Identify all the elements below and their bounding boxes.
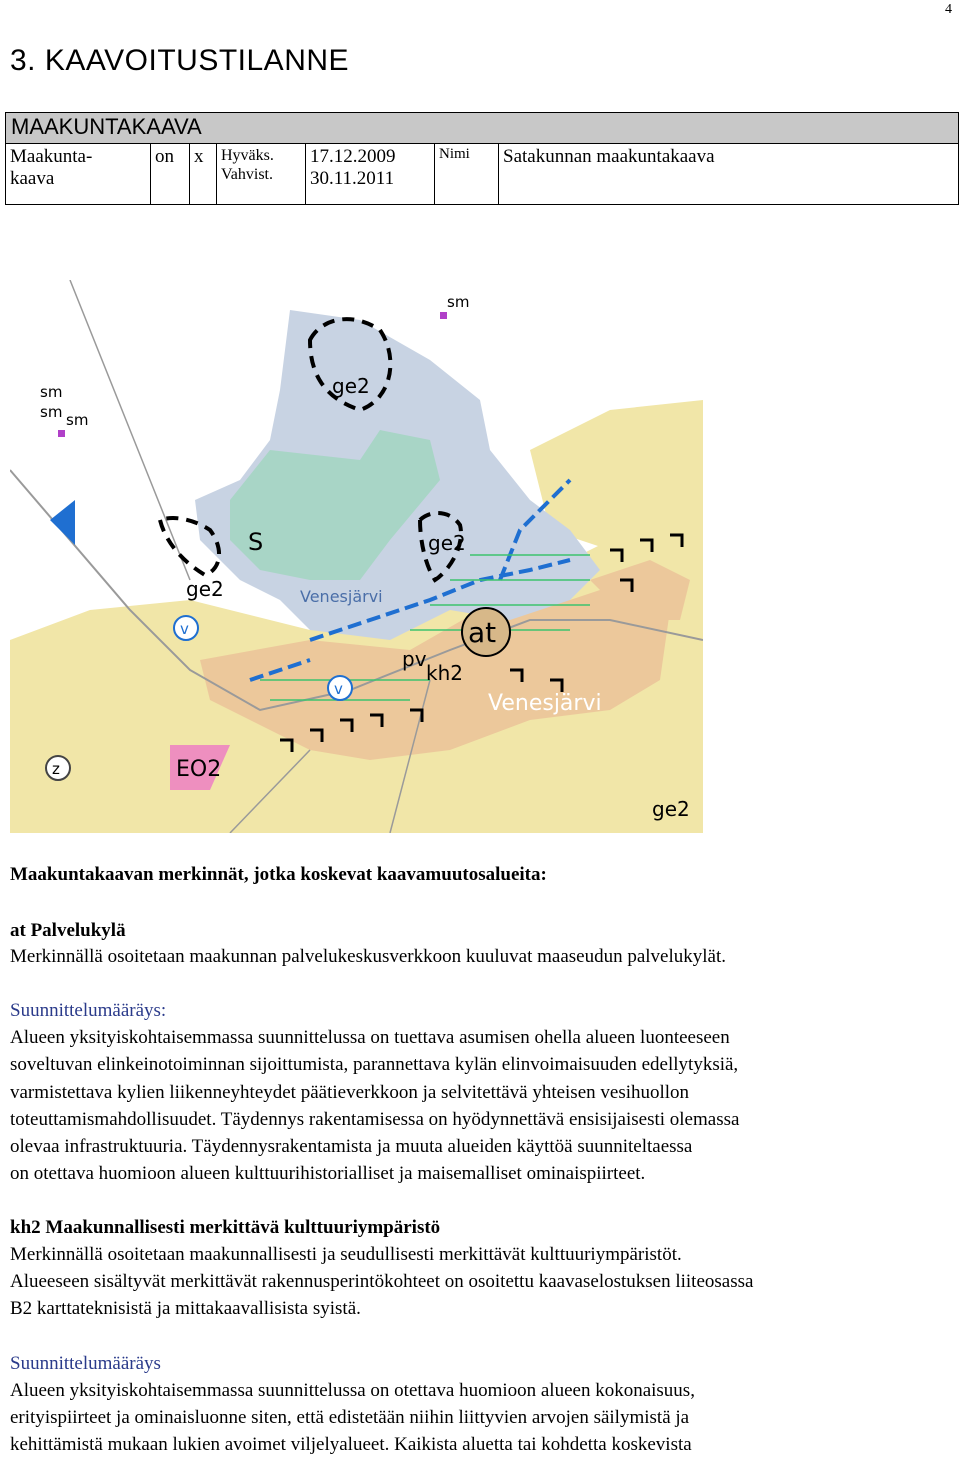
plan-status-table [5, 112, 959, 205]
at-description: Merkinnällä osoitetaan maakunnan palvelukeskusverkkoon kuuluvat maaseudun palvelukylät. [10, 946, 726, 967]
status-approved: Hyväks. [221, 147, 274, 164]
date-confirmed: 30.11.2011 [310, 168, 395, 189]
at-regulation-label: Suunnittelumääräys: [10, 1000, 167, 1021]
regional-plan-map [10, 280, 703, 833]
name-value: Satakunnan maakuntakaava [499, 144, 959, 205]
map-label-lake: Venesjärvi [300, 587, 383, 606]
map-label-ge2-b: ge2 [428, 531, 466, 555]
map-label-pv: pv [402, 647, 427, 671]
x-cell: x [190, 144, 217, 205]
status-confirmed: Vahvist. [221, 166, 273, 183]
kh2-regulation-line-2: erityispiirteet ja ominaisluonne siten, että edistetään niihin liittyvien arvojen säilymistä ja [10, 1407, 690, 1428]
dates-cell [306, 144, 435, 205]
plan-type-line2: kaava [10, 168, 55, 189]
page-number: 4 [945, 2, 952, 17]
kh2-regulation-line-1: Alueen yksityiskohtaisemmassa suunnittelussa on otettava huomioon alueen kokonaisuus, [10, 1380, 695, 1401]
at-regulation-line-2: soveltuvan elinkeinotoiminnan sijoittumista, parannettava kylän elinvoimaisuuden edellytyksiä, [10, 1054, 739, 1075]
map-label-z: z [52, 760, 60, 778]
map-label-v2: v [334, 680, 343, 698]
plan-type-cell [6, 144, 151, 205]
kh2-title: kh2 Maakunnallisesti merkittävä kulttuuriympäristö [10, 1217, 441, 1238]
at-regulation-line-4: toteuttamismahdollisuudet. Täydennys rakentamisessa on hyödynnettävä ensisijaisesti olemassa [10, 1109, 740, 1130]
date-approved: 17.12.2009 [310, 146, 396, 167]
plan-type-line1: Maakunta- [10, 146, 93, 167]
map-label-s: S [248, 528, 264, 556]
on-cell: on [151, 144, 190, 205]
map-label-v1: v [180, 620, 189, 638]
kh2-regulation-label: Suunnittelumääräys [10, 1353, 161, 1374]
map-label-ge2-d: ge2 [652, 797, 690, 821]
map-label-eo2: EO2 [176, 757, 222, 782]
at-regulation-line-1: Alueen yksityiskohtaisemmassa suunnittelussa on tuettava asumisen ohella alueen luonteeseen [10, 1027, 730, 1048]
map-label-sm2: sm [40, 383, 63, 401]
sm-marker-2 [58, 430, 65, 437]
sm-marker-1 [440, 312, 447, 319]
kh2-line-2: Alueeseen sisältyvät merkittävät rakennusperintökohteet on osoitettu kaavaselostuksen liiteosassa [10, 1271, 754, 1292]
kh2-line-3: B2 karttateknisistä ja mittakaavallisista syistä. [10, 1298, 361, 1319]
name-label: Nimi [435, 144, 499, 205]
map-label-village: Venesjärvi [488, 691, 602, 716]
section-title: 3. KAAVOITUSTILANNE [10, 44, 350, 77]
map-label-ge2-a: ge2 [332, 374, 370, 398]
kh2-line-1: Merkinnällä osoitetaan maakunnallisesti ja seudullisesti merkittävät kulttuuriympäristöt. [10, 1244, 682, 1265]
at-title: at Palvelukylä [10, 920, 126, 941]
at-regulation-line-3: varmistettava kylien liikenneyhteydet päätieverkkoon ja selvitettävä yhteisen vesihuollon [10, 1082, 690, 1103]
map-label-ge2-c: ge2 [186, 577, 224, 601]
map-label-kh2: kh2 [426, 661, 463, 685]
map-label-sm1: sm [447, 293, 470, 311]
table-header: MAAKUNTAKAAVA [6, 113, 959, 144]
map-label-sm3: sm [40, 403, 63, 421]
map-label-sm4: sm [66, 411, 89, 429]
status-cell [217, 144, 306, 205]
at-regulation-line-5: olevaa infrastruktuuria. Täydennysrakentamista ja muuta alueiden käyttöä suunniteltaessa [10, 1136, 693, 1157]
map-label-at: at [468, 616, 497, 649]
kh2-regulation-line-3: kehittämistä mukaan lukien avoimet viljelyalueet. Kaikista aluetta tai kohdetta koskevista [10, 1434, 692, 1455]
at-regulation-line-6: on otettava huomioon alueen kulttuurihistorialliset ja maisemalliset ominaispiirteet. [10, 1163, 646, 1184]
legend-heading: Maakuntakaavan merkinnät, jotka koskevat kaavamuutosalueita: [10, 864, 547, 885]
